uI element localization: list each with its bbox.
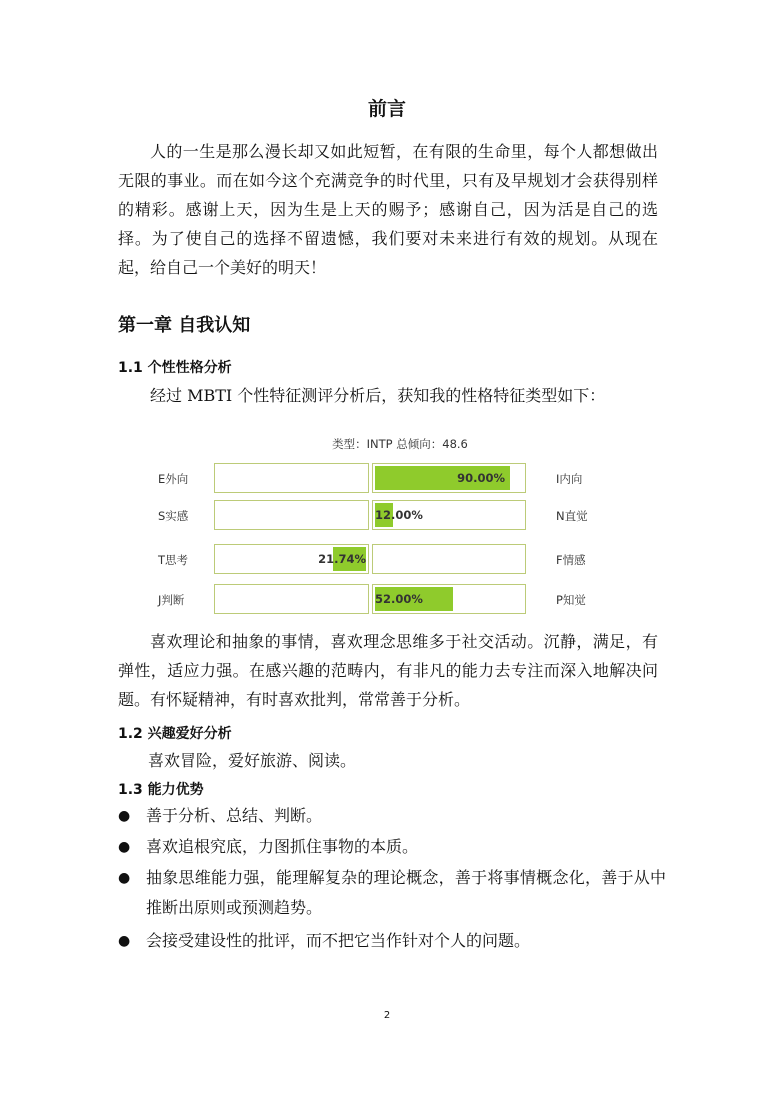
bar-box-left [214, 500, 369, 530]
bar-box-right [372, 463, 526, 493]
bar-box-left [214, 463, 369, 493]
bar-value-label: 90.00% [457, 471, 505, 485]
row-left-label: S实感 [158, 509, 189, 523]
interests-paragraph: 喜欢冒险，爱好旅游、阅读。 [148, 751, 357, 770]
chart-title: 类型：INTP 总倾向：48.6 [332, 437, 468, 451]
preface-paragraph: 人的一生是那么漫长却又如此短暂，在有限的生命里，每个人都想做出无限的事业。而在如今这个充满竞争的时代里，只有及早规划才会获得别样的精彩。感谢上天，因为生是上天的赐予；感谢自己，因为活是自己的选择。为了使自己的选择不留遗憾，我们要对未来进行有效的规划。从现在起，给自己一个美好的明天！ [118, 142, 658, 277]
bar-value-label: 21.74% [318, 552, 366, 566]
bullet-dot-icon: ● [118, 933, 131, 949]
personality-description: 喜欢理论和抽象的事情，喜欢理念思维多于社交活动。沉静，满足，有弹性，适应力强。在感兴趣的范畴内，有非凡的能力去专注而深入地解决问题。有怀疑精神，有时喜欢批判，常常善于分析。 [118, 632, 658, 709]
page-number: 2 [383, 1010, 391, 1021]
bar-box-right [372, 544, 526, 574]
row-left-label: T思考 [158, 553, 189, 567]
bar-value-label: 52.00% [375, 592, 423, 606]
mbti-intro-paragraph: 经过 MBTI 个性特征测评分析后，获知我的性格特征类型如下： [150, 386, 606, 405]
bullet-text: 会接受建设性的批评，而不把它当作针对个人的问题。 [146, 931, 531, 950]
bar-box-left [214, 544, 369, 574]
row-right-label: P知觉 [556, 593, 586, 607]
row-right-label: F情感 [556, 553, 586, 567]
row-left-label: E外向 [158, 472, 189, 486]
bullet-text: 喜欢追根究底，力图抓住事物的本质。 [146, 837, 419, 856]
bar-box-right [372, 500, 526, 530]
page-title: 前言 [367, 98, 406, 120]
row-right-label: I内向 [556, 472, 583, 486]
section-title-1-1: 1.1 个性性格分析 [118, 360, 232, 376]
bar-value-label: 12.00% [375, 508, 423, 522]
row-right-label: N直觉 [556, 509, 588, 523]
bar-box-right [372, 584, 526, 614]
chapter-title: 第一章 自我认知 [118, 315, 251, 336]
bullet-dot-icon: ● [118, 808, 131, 824]
section-title-1-3: 1.3 能力优势 [118, 782, 204, 798]
bullet-dot-icon: ● [118, 839, 131, 855]
section-title-1-2: 1.2 兴趣爱好分析 [118, 726, 232, 742]
bullet-text: 抽象思维能力强，能理解复杂的理论概念，善于将事情概念化，善于从中推断出原则或预测趋势。 [146, 868, 666, 917]
bar-box-left [214, 584, 369, 614]
bullet-dot-icon: ● [118, 870, 131, 886]
bullet-text: 善于分析、总结、判断。 [146, 806, 323, 825]
row-left-label: J判断 [158, 593, 185, 607]
